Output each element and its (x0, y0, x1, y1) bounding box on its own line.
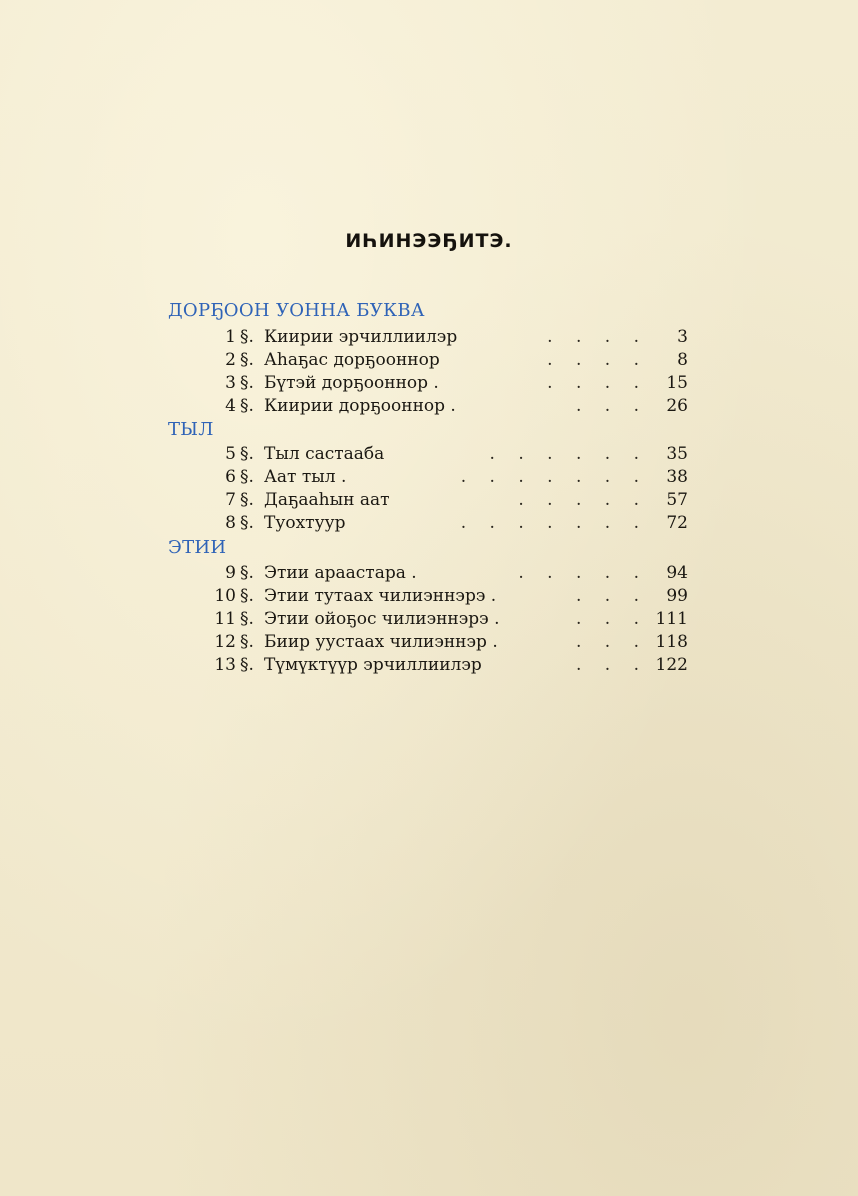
leader-dots: . . . (575, 396, 648, 416)
entry-number: 2 (225, 350, 236, 370)
section-sign: §. (240, 632, 254, 652)
entry-title: Түмүктүүр эрчиллиилэр (264, 655, 482, 675)
leader-dots: . . . . . (518, 563, 648, 583)
section-heading-sounds: ДОРҔООН УОННА БУКВА (168, 300, 425, 321)
entry-number: 4 (225, 396, 236, 416)
leader-dots: . . . (575, 609, 648, 629)
entry-title: Туохтуур (264, 513, 346, 533)
entry-title: Киирии дорҕооннор . (264, 396, 456, 416)
leader-dots: . . . (575, 632, 648, 652)
leader-dots: . . . . (547, 350, 648, 370)
entry-title: Этии тутаах чилиэннэрэ . (264, 586, 497, 606)
entry-number: 11 (214, 609, 236, 629)
entry-page: 8 (677, 350, 688, 370)
entry-page: 94 (666, 563, 688, 583)
section-sign: §. (240, 609, 254, 629)
entry-page: 122 (655, 655, 688, 675)
toc-entry[interactable] (168, 326, 688, 349)
entry-page: 26 (666, 396, 688, 416)
entry-number: 9 (225, 563, 236, 583)
entry-number: 7 (225, 490, 236, 510)
section-heading-word: ТЫЛ (168, 419, 214, 440)
entry-page: 118 (655, 632, 688, 652)
toc-entry[interactable] (168, 608, 688, 631)
entry-title: Этии ойоҕос чилиэннэрэ . (264, 609, 500, 629)
toc-entry[interactable] (168, 372, 688, 395)
leader-dots: . . . (575, 586, 648, 606)
toc-entry[interactable] (168, 349, 688, 372)
leader-dots: . . . . . (518, 490, 648, 510)
leader-dots: . . . (575, 655, 648, 675)
entry-number: 12 (214, 632, 236, 652)
toc-entry[interactable] (168, 562, 688, 585)
toc-entry[interactable] (168, 489, 688, 512)
entry-page: 3 (677, 327, 688, 347)
entry-number: 5 (225, 444, 236, 464)
entry-page: 111 (655, 609, 688, 629)
entry-title: Аһаҕас дорҕооннор (264, 350, 440, 370)
section-sign: §. (240, 563, 254, 583)
toc-entry[interactable] (168, 395, 688, 418)
toc-group-sentence (168, 562, 688, 677)
entry-number: 3 (225, 373, 236, 393)
entry-number: 1 (225, 327, 236, 347)
leader-dots: . . . . . . . (460, 513, 648, 533)
section-sign: §. (240, 444, 254, 464)
section-sign: §. (240, 373, 254, 393)
section-sign: §. (240, 586, 254, 606)
section-sign: §. (240, 396, 254, 416)
entry-title: Киирии эрчиллиилэр (264, 327, 458, 347)
entry-title: Бүтэй дорҕооннор . (264, 373, 439, 393)
page-title: ИҺИНЭЭҔИТЭ. (345, 230, 513, 252)
section-heading-sentence: ЭТИИ (168, 537, 227, 558)
entry-title: Этии араастара . (264, 563, 417, 583)
entry-title: Тыл састааба (264, 444, 385, 464)
entry-number: 6 (225, 467, 236, 487)
entry-title: Аат тыл . (264, 467, 347, 487)
leader-dots: . . . . (547, 327, 648, 347)
entry-page: 72 (666, 513, 688, 533)
entry-page: 15 (666, 373, 688, 393)
section-sign: §. (240, 490, 254, 510)
entry-page: 57 (666, 490, 688, 510)
entry-number: 13 (214, 655, 236, 675)
toc-group-word (168, 443, 688, 535)
entry-title: Даҕааһын аат (264, 490, 390, 510)
section-sign: §. (240, 327, 254, 347)
toc-entry[interactable] (168, 466, 688, 489)
section-sign: §. (240, 467, 254, 487)
toc-entry[interactable] (168, 512, 688, 535)
toc-entry[interactable] (168, 654, 688, 677)
section-sign: §. (240, 513, 254, 533)
toc-entry[interactable] (168, 631, 688, 654)
entry-number: 8 (225, 513, 236, 533)
leader-dots: . . . . . . . (460, 467, 648, 487)
entry-page: 99 (666, 586, 688, 606)
toc-group-sounds (168, 326, 688, 418)
entry-number: 10 (214, 586, 236, 606)
leader-dots: . . . . (547, 373, 648, 393)
toc-entry[interactable] (168, 443, 688, 466)
entry-title: Биир уустаах чилиэннэр . (264, 632, 498, 652)
toc-entry[interactable] (168, 585, 688, 608)
entry-page: 35 (666, 444, 688, 464)
section-sign: §. (240, 350, 254, 370)
entry-page: 38 (666, 467, 688, 487)
section-sign: §. (240, 655, 254, 675)
leader-dots: . . . . . . (489, 444, 648, 464)
